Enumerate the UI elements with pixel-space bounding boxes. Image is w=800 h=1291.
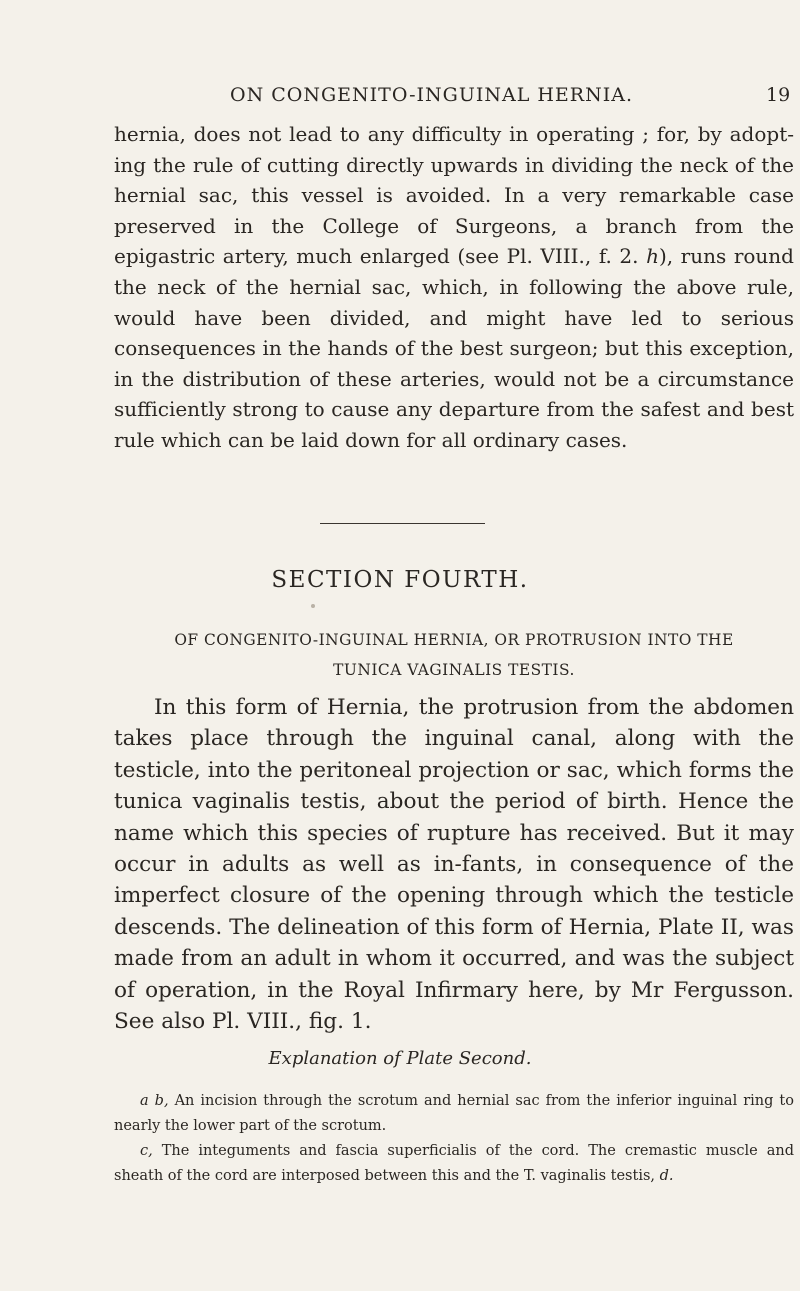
intro-text-part2: ), runs round the neck of the hernial sac, which, in following the above rule, would have been divided, and might have led to serious consequences in the hands of the best surgeon; but this exception, in the distribution of these arteries, would not be a circumstance sufficiently strong to cause any departure from the safest and best rule which can be laid down for all ordinary cases. xyxy=(114,244,794,452)
section-body xyxy=(114,692,794,1037)
note-item xyxy=(114,1139,794,1188)
subheading-line-2: TUNICA VAGINALIS TESTIS. xyxy=(333,661,575,679)
note-label: c, xyxy=(140,1143,153,1159)
note-text: The integuments and fascia superficialis of the cord. The cremastic muscle and sheath of the cord are interposed between this and the T. vaginalis testis, xyxy=(114,1143,794,1184)
note-label: a b, xyxy=(140,1093,169,1109)
note-trailing-label: d. xyxy=(659,1167,674,1184)
page-number: 19 xyxy=(766,84,791,106)
subheading-line-1: OF CONGENITO-INGUINAL HERNIA, OR PROTRUSION INTO THE xyxy=(174,631,734,649)
section-body-paragraph: In this form of Hernia, the protrusion from the abdomen takes place through the inguinal canal, along with the testicle, into the peritoneal projection or sac, which forms the tunica vaginalis testis, about the period of birth. Hence the name which this species of rupture has received. But it may occur in adults as well as in-fants, in consequence of the imperfect closure of the opening through which the testicle descends. The delineation of this form of Hernia, Plate II, was made from an adult in whom it occurred, and was the subject of operation, in the Royal Infirmary here, by Mr Fergusson. See also Pl. VIII., fig. 1. xyxy=(114,695,794,1035)
note-item xyxy=(114,1089,794,1138)
running-title: ON CONGENITO-INGUINAL HERNIA. xyxy=(230,84,633,106)
explanation-heading: Explanation of Plate Second. xyxy=(268,1048,532,1069)
intro-paragraph xyxy=(114,119,794,456)
section-subheading xyxy=(114,625,794,685)
intro-figure-letter: h xyxy=(646,244,659,269)
running-header xyxy=(0,84,800,114)
ink-speck xyxy=(311,604,315,608)
section-divider xyxy=(320,523,485,524)
intro-text-part1: hernia, does not lead to any difficulty in operating ; for, by adopt-ing the rule of cutting directly upwards in dividing the neck of the hernial sac, this vessel is avoided. In a very remarkable case preserved in the College of Surgeons, a branch from the epigastric artery, much enlarged (see Pl. VIII., f. 2. xyxy=(114,122,794,269)
explanation-notes xyxy=(114,1089,794,1188)
section-heading: SECTION FOURTH. xyxy=(271,567,529,593)
note-text: An incision through the scrotum and hernial sac from the inferior inguinal ring to nearly the lower part of the scrotum. xyxy=(114,1093,794,1134)
